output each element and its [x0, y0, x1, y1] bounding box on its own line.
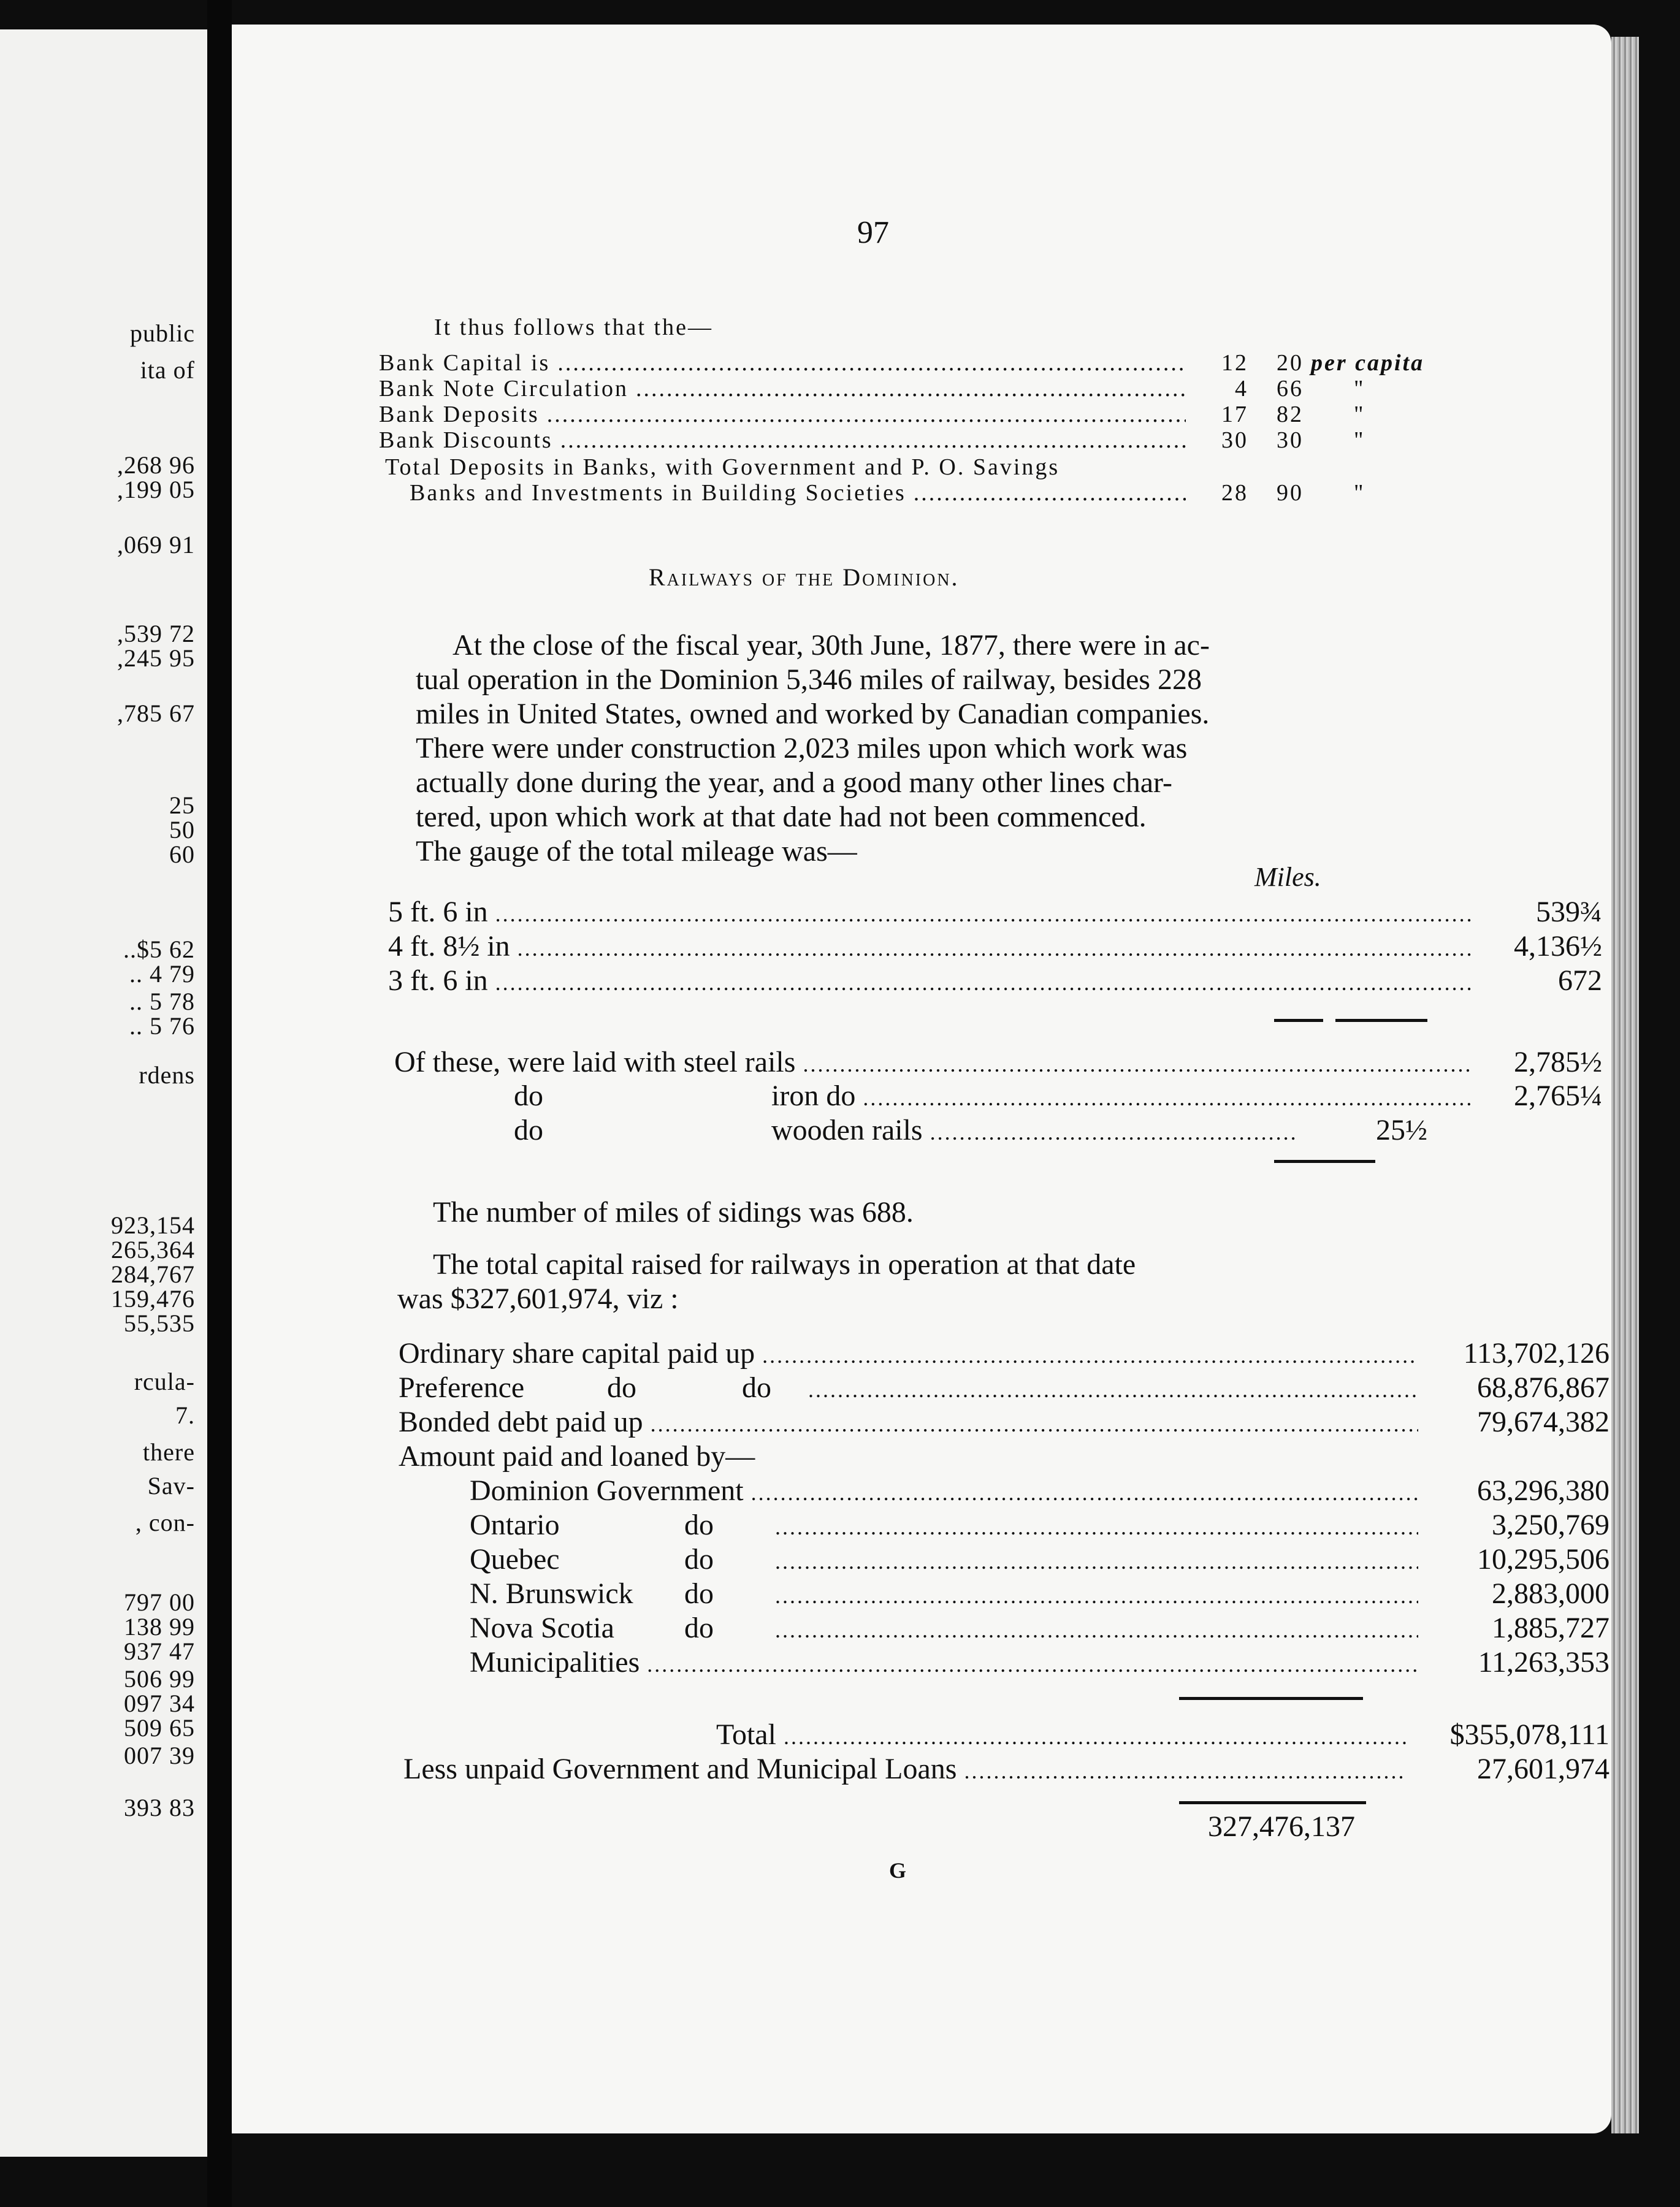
per-capita-row [379, 427, 1434, 454]
per-capita-row [410, 479, 1434, 506]
loan-value: 1,885,727 [1492, 1612, 1609, 1644]
capital-label: Ordinary share capital paid up [399, 1337, 755, 1370]
cents: 90 [1277, 480, 1304, 506]
left-page-text: 923,154 [111, 1211, 195, 1239]
gauge-row [388, 929, 1602, 963]
rule [1274, 1160, 1375, 1163]
rails-label: do [514, 1080, 543, 1112]
capital-row [399, 1336, 1609, 1370]
left-page-text: 506 99 [124, 1665, 195, 1693]
paragraph-line: tered, upon which work at that date had not been commenced. [416, 801, 1147, 833]
loan-value: 2,883,000 [1492, 1577, 1609, 1610]
paragraph-line: actually done during the year, and a good many other lines char- [416, 766, 1173, 799]
signature-mark: G [889, 1858, 907, 1883]
left-page-text: there [143, 1438, 195, 1466]
loan-value: 63,296,380 [1477, 1474, 1609, 1507]
loans-heading: Amount paid and loaned by— [399, 1440, 755, 1473]
left-page-text: ita of [140, 356, 195, 384]
row-label: Bank Note Circulation [379, 376, 629, 402]
rule [1335, 1019, 1427, 1022]
capital-intro [397, 1248, 1599, 1316]
cents: 20 [1277, 350, 1304, 376]
rails-value: 25½ [1376, 1114, 1427, 1146]
rule [1179, 1801, 1366, 1804]
total-value: $355,078,111 [1449, 1718, 1609, 1751]
ditto-do: do [684, 1509, 714, 1541]
gauge-label: 3 ft. 6 in [388, 964, 488, 997]
loan-row [470, 1508, 1609, 1542]
ditto-mark: " [1354, 376, 1365, 402]
left-page-text: , con- [135, 1509, 195, 1536]
capital-label: Bonded debt paid up [399, 1406, 643, 1438]
loan-label: Quebec [470, 1543, 560, 1576]
loan-value: 10,295,506 [1477, 1543, 1609, 1576]
loan-label: Dominion Government [470, 1474, 744, 1507]
left-page-text: ..$5 62 [123, 936, 195, 963]
left-page-text: .. 5 78 [129, 988, 195, 1015]
row-label: Bank Capital is [379, 350, 551, 376]
loan-label: N. Brunswick [470, 1577, 633, 1610]
cents: 82 [1277, 402, 1304, 427]
loan-label: Nova Scotia [470, 1612, 614, 1644]
intro-text: It thus follows that the— [434, 314, 713, 340]
left-page-text: public [130, 319, 195, 347]
loan-row [470, 1645, 1609, 1679]
left-page-text: ,069 91 [117, 531, 195, 558]
left-page-text: 284,767 [111, 1260, 195, 1288]
left-page-text: 097 34 [124, 1690, 195, 1717]
ditto-do: do [607, 1371, 636, 1404]
paragraph-line: tual operation in the Dominion 5,346 miles of railway, besides 228 [416, 663, 1202, 696]
ditto-do: do [742, 1371, 771, 1404]
left-page-text: 509 65 [124, 1714, 195, 1742]
paragraph-line: miles in United States, owned and worked by Canadian companies. [416, 698, 1210, 730]
capital-value: 68,876,867 [1477, 1371, 1609, 1404]
capital-value: 79,674,382 [1477, 1406, 1609, 1438]
rails-label: do [514, 1114, 543, 1146]
loan-value: 11,263,353 [1478, 1646, 1609, 1679]
ditto-mark: " [1354, 427, 1365, 453]
capital-label: Preference [399, 1371, 525, 1404]
paragraph-line: was $327,601,974, viz : [397, 1283, 679, 1315]
left-page-fragment [0, 29, 207, 2157]
left-page-text: .. 5 76 [129, 1012, 195, 1040]
paragraph-line: The total capital raised for railways in operation at that date [433, 1248, 1136, 1281]
loan-row [470, 1577, 1609, 1610]
rails-row [514, 1079, 1602, 1113]
ditto-do: do [684, 1543, 714, 1576]
left-page-text: 55,535 [124, 1309, 195, 1337]
left-page-text: 7. [175, 1401, 195, 1429]
left-page-text: ,245 95 [117, 644, 195, 672]
rails-row [514, 1113, 1427, 1147]
dollars: 17 [1221, 402, 1248, 427]
row-label: Banks and Investments in Building Societies [410, 480, 906, 506]
left-page-text: 138 99 [124, 1613, 195, 1641]
dollars: 30 [1221, 427, 1248, 453]
left-page-text: 393 83 [124, 1794, 195, 1821]
gauge-value: 672 [1558, 964, 1602, 997]
rails-value: 2,765¼ [1514, 1080, 1602, 1112]
section-heading: Railways of the Dominion. [649, 563, 960, 591]
total-deposits-line1: Total Deposits in Banks, with Government and P. O. Savings [385, 454, 1060, 480]
gauge-value: 4,136½ [1514, 930, 1602, 962]
paragraph-line: The gauge of the total mileage was— [416, 835, 857, 867]
left-page-text: 265,364 [111, 1236, 195, 1264]
left-page-text: 007 39 [124, 1742, 195, 1769]
loan-label: Ontario [470, 1509, 560, 1541]
left-page-text: 159,476 [111, 1285, 195, 1313]
row-label: Bank Deposits [379, 402, 540, 427]
ditto-do: do [684, 1577, 714, 1610]
loan-value: 3,250,769 [1492, 1509, 1609, 1541]
rails-label-2: wooden rails [771, 1114, 923, 1146]
loan-row [470, 1542, 1609, 1576]
gauge-value: 539¾ [1536, 896, 1602, 928]
page-number: 97 [857, 215, 889, 250]
total-label: Total [716, 1718, 776, 1751]
paragraph-line: At the close of the fiscal year, 30th June, 1877, there were in ac- [452, 629, 1210, 661]
left-page-text: 937 47 [124, 1637, 195, 1665]
book-gutter [207, 0, 232, 2207]
gauge-row [388, 964, 1602, 997]
rule [1179, 1697, 1363, 1700]
left-page-text: ,199 05 [117, 476, 195, 503]
unit-label: per capita [1311, 350, 1425, 376]
ditto-do: do [684, 1612, 714, 1644]
cents: 30 [1277, 427, 1304, 453]
rails-label: Of these, were laid with steel rails [394, 1046, 796, 1078]
per-capita-row [379, 375, 1434, 402]
dollars: 12 [1221, 350, 1248, 376]
loan-row [470, 1611, 1609, 1645]
left-page-text: 797 00 [124, 1588, 195, 1616]
paragraph-line: There were under construction 2,023 miles upon which work was [416, 732, 1188, 764]
left-page-text: 60 [169, 840, 195, 868]
loan-row [470, 1474, 1609, 1508]
ditto-mark: " [1354, 480, 1365, 506]
left-page-text: ,539 72 [117, 620, 195, 647]
left-page-text: ,785 67 [117, 699, 195, 727]
rails-value: 2,785½ [1514, 1046, 1602, 1078]
rails-label-2: iron do [771, 1080, 856, 1112]
per-capita-row [379, 349, 1434, 376]
left-page-text: rdens [139, 1061, 195, 1089]
dollars: 4 [1235, 376, 1248, 402]
ditto-mark: " [1354, 402, 1365, 427]
loan-label: Municipalities [470, 1646, 640, 1679]
capital-value: 113,702,126 [1463, 1337, 1609, 1370]
capital-row [399, 1405, 1609, 1439]
left-page-text: 25 [169, 791, 195, 819]
less-label: Less unpaid Government and Municipal Loans [403, 1753, 957, 1785]
left-page-text: .. 4 79 [129, 960, 195, 988]
net-value: 327,476,137 [1208, 1810, 1355, 1843]
capital-row [399, 1371, 1609, 1405]
main-page [232, 25, 1611, 2133]
row-label: Bank Discounts [379, 427, 553, 453]
per-capita-row [379, 401, 1434, 428]
rule [1274, 1019, 1323, 1022]
sidings-text: The number of miles of sidings was 688. [433, 1196, 914, 1229]
left-page-text: rcula- [134, 1368, 195, 1395]
left-page-text: Sav- [147, 1472, 195, 1500]
paragraph [416, 628, 1593, 869]
dollars: 28 [1221, 480, 1248, 506]
page-edges [1611, 37, 1639, 2133]
less-value: 27,601,974 [1477, 1753, 1609, 1785]
rails-row [394, 1045, 1602, 1079]
left-page-text: ,268 96 [117, 451, 195, 479]
gauge-label: 4 ft. 8½ in [388, 930, 510, 962]
cents: 66 [1277, 376, 1304, 402]
gauge-row [388, 895, 1602, 929]
gauge-label: 5 ft. 6 in [388, 896, 488, 928]
total-row [716, 1718, 1609, 1751]
left-page-text: 50 [169, 816, 195, 844]
less-row [403, 1752, 1609, 1786]
miles-header: Miles. [1254, 862, 1321, 892]
